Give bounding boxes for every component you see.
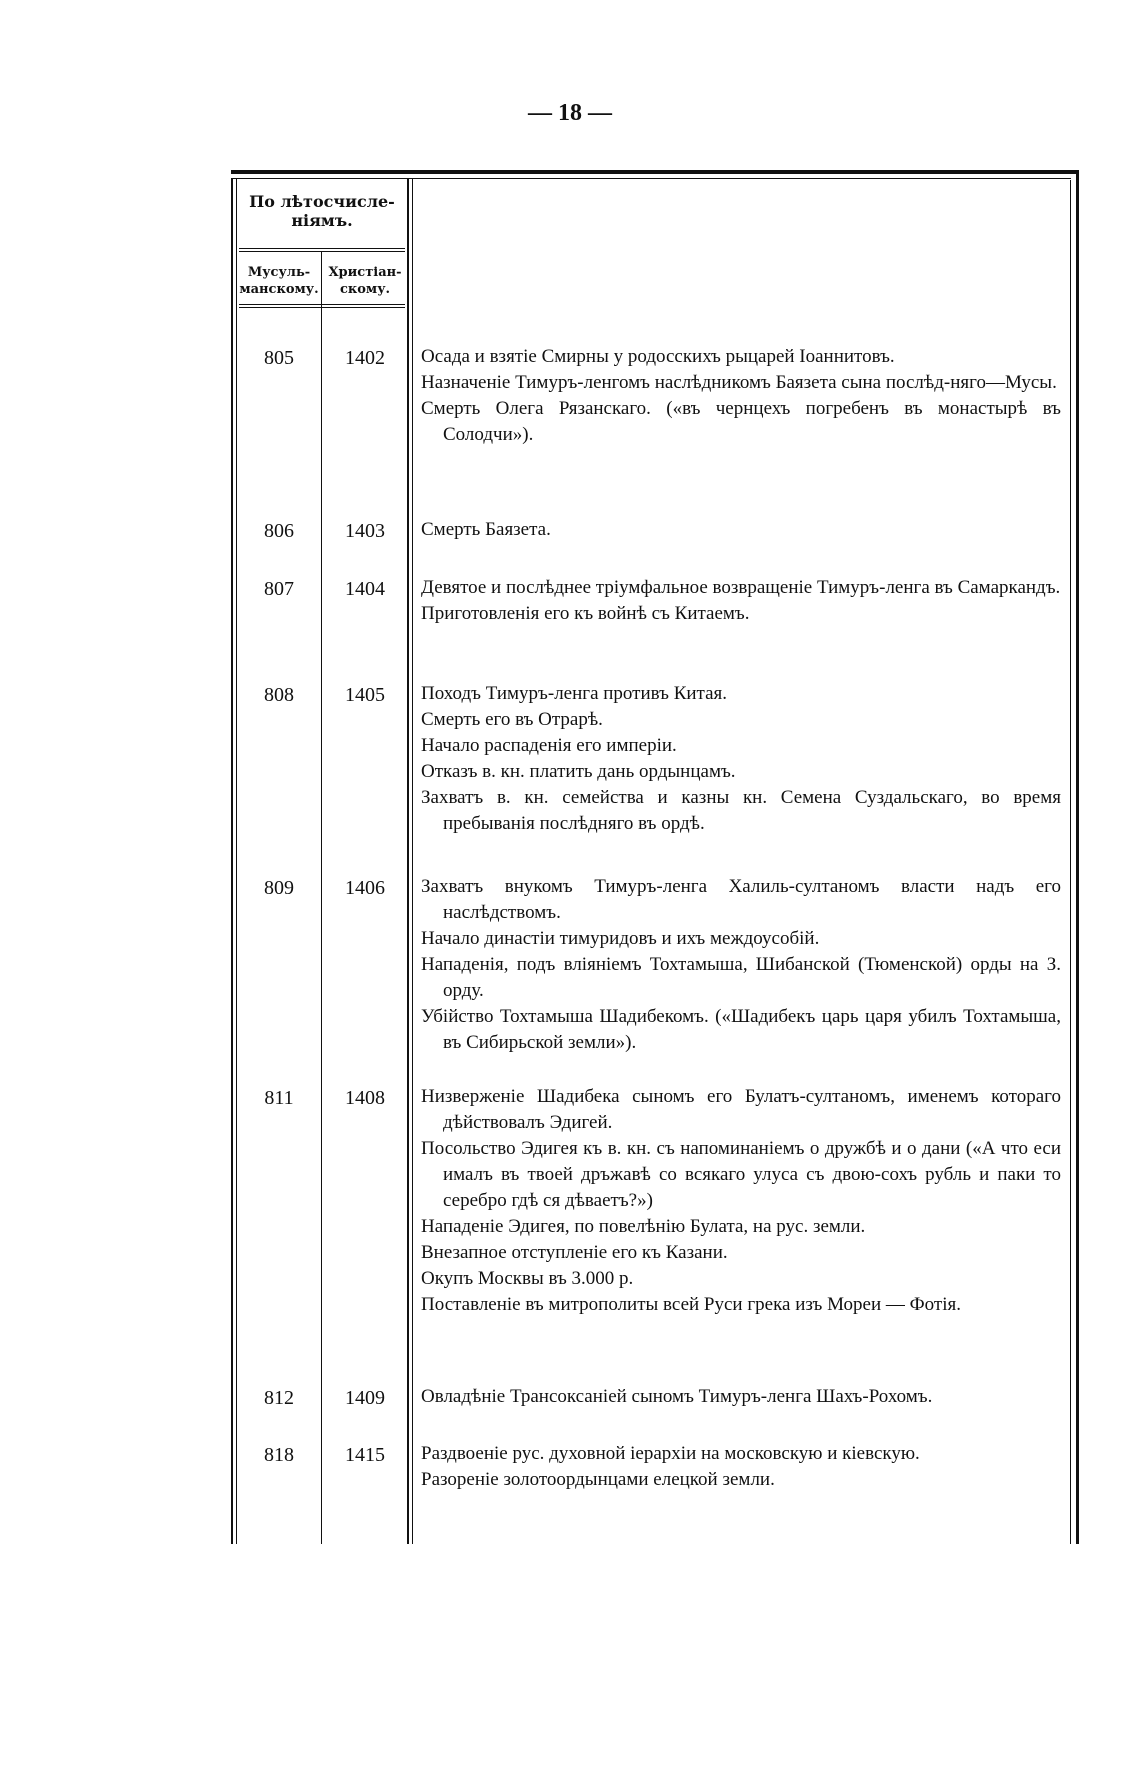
event-text: Посольство Эдигея къ в. кн. съ напоминаніемъ о дружбѣ и о дани («А что еси ималъ въ твоей дръжавѣ со всякаго улуса съ двою-сохъ рубль и паки то серебро гдѣ ся дѣваетъ?») — [421, 1138, 1061, 1211]
entry-events — [421, 344, 1061, 448]
year-column-divider — [321, 252, 322, 1544]
header-bottom-rule — [239, 304, 405, 305]
christian-year: 1415 — [345, 1444, 385, 1466]
event-text: Убійство Тохтамыша Шадибекомъ. («Шадибекъ царь царя убилъ Тохтамыша, въ Сибирьской земли»). — [421, 1006, 1061, 1053]
event-text: Разореніе золотоордынцами елецкой земли. — [421, 1469, 775, 1490]
entry-events — [421, 874, 1061, 1056]
event-text: Начало династіи тимуридовъ и ихъ междоусобій. — [421, 928, 820, 949]
header-rule — [239, 248, 405, 249]
table-left-inner-rule — [236, 178, 237, 1544]
event-text: Осада и взятіе Смирны у родосскихъ рыцарей Іоаннитовъ. — [421, 346, 895, 367]
header-muslim-column: Мусуль- манскому. — [239, 265, 319, 297]
entry-events — [421, 517, 1061, 543]
event-text: Захватъ в. кн. семейства и казны кн. Семена Суздальскаго, во время пребыванія послѣдняго въ ордѣ. — [421, 787, 1061, 834]
event-text: Внезапное отступленіе его къ Казани. — [421, 1242, 728, 1263]
table-left-rule — [231, 178, 233, 1544]
muslim-year: 806 — [264, 520, 294, 542]
table-right-rule — [1070, 180, 1071, 1544]
header-christian-column: Христіан- скому. — [328, 265, 402, 297]
event-text: Нападенія, подъ вліяніемъ Тохтамыша, Шибанской (Тюменской) орды на З. орду. — [421, 954, 1061, 1001]
event-text: Раздвоеніе рус. духовной іерархіи на московскую и кіевскую. — [421, 1443, 920, 1464]
event-text: Начало распаденія его имперіи. — [421, 735, 677, 756]
christian-year: 1409 — [345, 1387, 385, 1409]
table-top-rule — [231, 178, 1071, 179]
christian-year: 1404 — [345, 578, 385, 600]
event-text: Овладѣніе Трансоксаніей сыномъ Тимуръ-ленга Шахъ-Рохомъ. — [421, 1386, 933, 1407]
chronology-table — [231, 170, 1079, 1544]
page-number: — 18 — — [528, 100, 612, 126]
entry-events — [421, 1084, 1061, 1318]
header-rule — [239, 251, 405, 252]
header-title: По лѣтосчисле- ніямъ. — [249, 192, 395, 230]
event-text: Смерть Олега Рязанскаго. («въ чернцехъ погребенъ въ монастырѣ въ Солодчи»). — [421, 398, 1061, 445]
entry-events — [421, 1441, 1061, 1493]
muslim-year: 807 — [264, 578, 294, 600]
years-events-divider — [407, 178, 409, 1544]
muslim-year: 809 — [264, 877, 294, 899]
event-text: Нападеніе Эдигея, по повелѣнію Булата, на рус. земли. — [421, 1216, 866, 1237]
christian-year: 1406 — [345, 877, 385, 899]
muslim-year: 818 — [264, 1444, 294, 1466]
event-text: Захватъ внукомъ Тимуръ-ленга Халиль-султаномъ власти надъ его наслѣдствомъ. — [421, 876, 1061, 923]
event-text: Поставленіе въ митрополиты всей Руси грека изъ Мореи — Фотія. — [421, 1294, 961, 1315]
christian-year: 1402 — [345, 347, 385, 369]
muslim-year: 805 — [264, 347, 294, 369]
event-text: Девятое и послѣднее тріумфальное возвращеніе Тимуръ-ленга въ Самаркандъ. — [421, 577, 1061, 598]
event-text: Смерть его въ Отрарѣ. — [421, 709, 603, 730]
muslim-year: 812 — [264, 1387, 294, 1409]
event-text: Назначеніе Тимуръ-ленгомъ наслѣдникомъ Баязета сына послѣд-няго—Мусы. — [421, 372, 1057, 393]
christian-year: 1408 — [345, 1087, 385, 1109]
event-text: Смерть Баязета. — [421, 519, 551, 540]
event-text: Окупъ Москвы въ 3.000 р. — [421, 1268, 634, 1289]
muslim-year: 811 — [264, 1087, 294, 1109]
header-bottom-rule — [239, 307, 405, 308]
event-text: Низверженіе Шадибека сыномъ его Булатъ-султаномъ, именемъ котораго дѣйствовалъ Эдигей. — [421, 1086, 1061, 1133]
event-text: Походъ Тимуръ-ленга противъ Китая. — [421, 683, 728, 704]
entry-events — [421, 575, 1061, 627]
event-text: Приготовленія его къ войнѣ съ Китаемъ. — [421, 603, 750, 624]
entry-events — [421, 1384, 1061, 1410]
christian-year: 1403 — [345, 520, 385, 542]
event-text: Отказъ в. кн. платить дань ордынцамъ. — [421, 761, 736, 782]
muslim-year: 808 — [264, 684, 294, 706]
entry-events — [421, 681, 1061, 837]
years-events-inner-divider — [412, 178, 413, 1544]
christian-year: 1405 — [345, 684, 385, 706]
